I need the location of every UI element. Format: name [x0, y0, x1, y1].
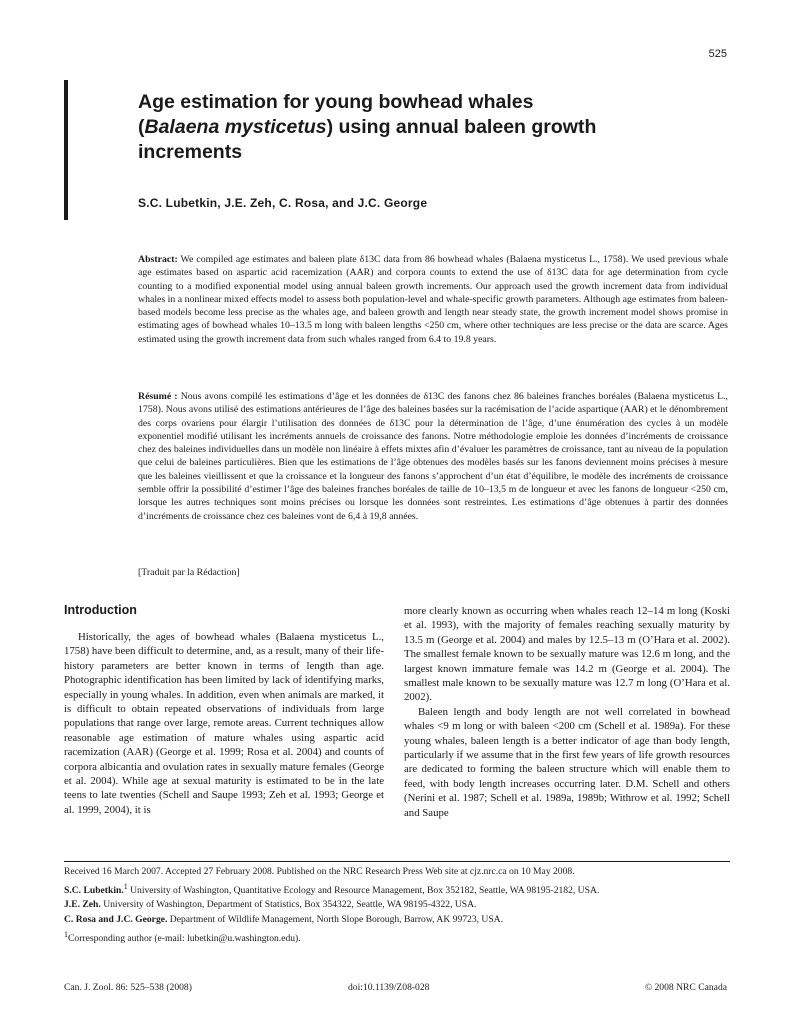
- author-list: S.C. Lubetkin, J.E. Zeh, C. Rosa, and J.C. George: [138, 196, 428, 210]
- article-title: [138, 90, 738, 165]
- affiliation-2: J.E. Zeh. University of Washington, Department of Statistics, Box 354322, Seattle, WA 98195-4322, USA.: [64, 899, 477, 911]
- abstract: [138, 253, 728, 346]
- translation-note: [Traduit par la Rédaction]: [138, 567, 240, 578]
- body-paragraph: more clearly known as occurring when whales reach 12–14 m long (Koski et al. 1993), with the majority of females reaching sexually maturity by 13.5 m (George et al. 2004) and males by 12.5–13 m (O’Hara et al. 2002). The smallest female known to be sexually mature was 12.6 m long, and the largest known immature female was 14.2 m (George et al. 2004). The smallest male known to be sexually mature was 12.7 m long (O’Hara et al. 2002).: [404, 605, 730, 704]
- title-line-3: increments: [138, 141, 243, 163]
- abstract-label: Abstract:: [138, 254, 178, 265]
- footnotes: [64, 866, 730, 947]
- journal-citation: Can. J. Zool. 86: 525–538 (2008): [64, 982, 192, 993]
- resume-text: Nous avons compilé les estimations d’âge et les données de δ13C des fanons chez 86 baleines franches boréales (Balaena mysticetus L., 1758). Nous avons utilisé des estimations antérieures de l’âge des baleines basées sur la racémisation de l’acide aspartique (AAR) et le dénombrement des corps ovariens pour élargir l’utilisation des données de δ13C pour la détermination de l’âge, d’une énumération des cycles à un modèle exponentiel modifié utilisant les incréments annuels de croissance des fanons. Notre méthodologie emploie les données d’incréments de croissance chez des baleines individuelles dans un modèle non linéaire à effets mixtes afin d’évaluer les paramètres de croissance, tant au niveau de la population que celui de baleines particulières. Bien que les estimations de l’âge obtenues des modèles basés sur les fanons deviennent moins précises à mesure que les baleines vieillissent et que la croissance et la longueur des fanons s’approchent d’un état d’équilibre, le modèle des incréments de croissance semble offrir la possibilité d’estimer l’âge des baleines franches boréales de taille de 10–13,5 m de longueur et avec les fanons de longueur <250 cm, lorsque les autres techniques sont moins précises ou lorsque les données sont restreintes. Les estimations d’âge obtenues à partir des données d’incréments de croissance chez ces baleines vont de 6,4 à 19,8 années.: [138, 391, 729, 522]
- received-dates: Received 16 March 2007. Accepted 27 February 2008. Published on the NRC Research Press Web site at cjz.nrc.ca on 10 May 2008.: [64, 866, 575, 877]
- title-line-1: Age estimation for young bowhead whales: [138, 91, 534, 113]
- body-column-right: [404, 604, 730, 820]
- body-paragraph: Baleen length and body length are not well correlated in bowhead whales <9 m long or with baleen <200 cm (Schell et al. 1989a). For these young whales, baleen length is a better indicator of age than body length, particularly if we assume that in the first few years of life growth resources are dedicated to forming the baleen structure which will enable them to feed, with body length increases occurring later. D.M. Schell and others (Nerini et al. 1987; Schell et al. 1989a, 1989b; Withrow et al. 1992; Schell and Saupe: [404, 705, 730, 819]
- title-accent-bar: [64, 80, 68, 220]
- resume: [138, 390, 728, 523]
- species-name: Balaena mysticetus: [144, 116, 327, 138]
- resume-label: Résumé :: [138, 391, 178, 402]
- corresponding-author: $^1$Corresponding author (e-mail: lubetkin@u.washington.edu).: [64, 929, 301, 944]
- affiliation-1: S.C. Lubetkin.$^1$ University of Washington, Quantitative Ecology and Resource Management, Box 352182, Seattle, WA 98195-2182, USA.: [64, 881, 600, 896]
- footnote-divider: [64, 861, 730, 862]
- affiliation-3: C. Rosa and J.C. George. Department of Wildlife Management, North Slope Borough, Barrow, AK 99723, USA.: [64, 913, 504, 925]
- copyright: © 2008 NRC Canada: [644, 982, 727, 993]
- doi: doi:10.1139/Z08-028: [348, 982, 430, 993]
- body-column-left: [64, 630, 384, 817]
- title-line-2: (Balaena mysticetus) using annual baleen growth: [138, 116, 597, 138]
- abstract-text: We compiled age estimates and baleen plate δ13C data from 86 bowhead whales (Balaena mysticetus L., 1758). We used previous whale age estimates based on aspartic acid racemization (AAR) and corpora counts to extend the use of δ13C data for age determination from cycle counting to a modified exponential model using annual baleen growth increments. Our approach used the growth increment data from individual whales in a nonlinear mixed effects model to assess both population-level and whale-specific growth parameters. Although age estimates from baleen-based models become less precise as the whales age, and baleen growth and length near steady state, the growth increment model shows promise in estimating ages of bowhead whales 10–13.5 m long with baleen lengths <250 cm, where other techniques are less precise or the data are scarce. Ages estimated using the growth increment data from such whales ranged from 6.4 to 19.8 years.: [138, 254, 728, 345]
- section-heading-introduction: Introduction: [64, 603, 137, 617]
- page-number: 525: [708, 48, 727, 60]
- body-paragraph: Historically, the ages of bowhead whales (Balaena mysticetus L., 1758) have been difficult to determine, and, as a result, many of their life-history parameters are better known in terms of length than age. Photographic identification has been limited by lack of identifying marks, especially in young whales. In addition, even when animals are marked, it is difficult to obtain repeated observations of individuals from large populations that range over large, remote areas. Current techniques allow reasonable age estimation of mature whales using aspartic acid racemization (AAR) (George et al. 1999; Rosa et al. 2004) and counts of corpora albicantia and ovulation rates in sexually mature females (George et al. 2004). While age at sexual maturity is estimated to be in the late teens to late twenties (Schell and Saupe 1993; Zeh et al. 1993; George et al. 1999, 2004), it is: [64, 631, 384, 816]
